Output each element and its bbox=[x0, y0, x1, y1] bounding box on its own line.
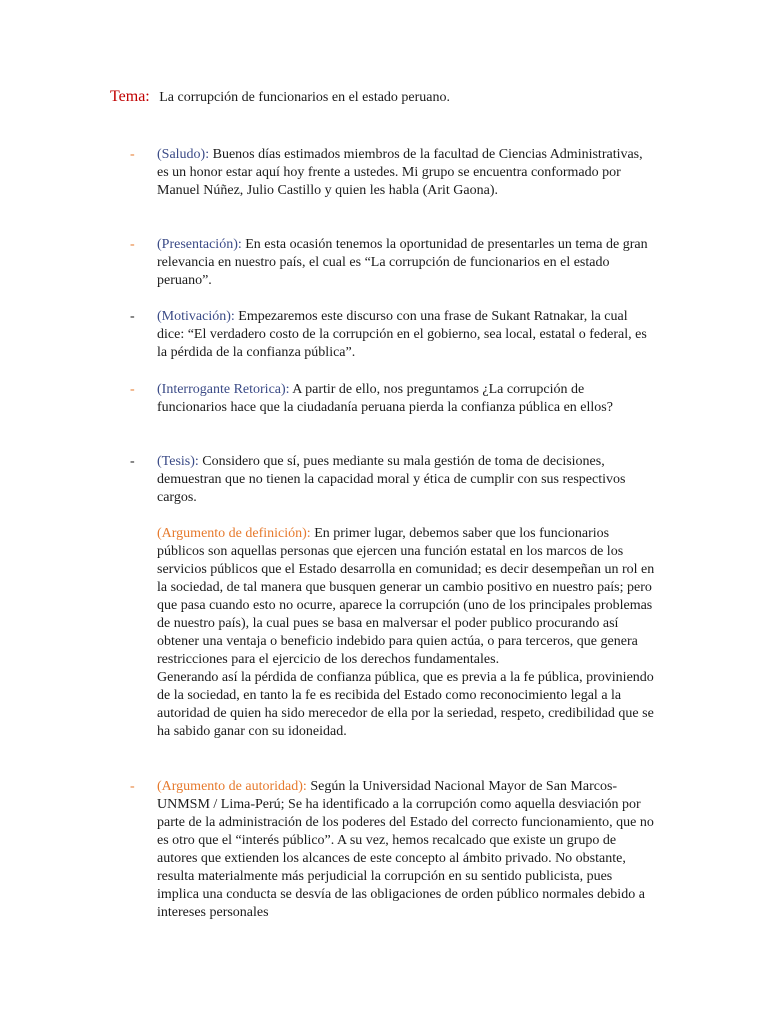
list-bullet: - bbox=[130, 309, 135, 324]
item-label: (Argumento de autoridad): bbox=[157, 779, 307, 794]
list-bullet: - bbox=[130, 779, 135, 794]
item-text: En esta ocasión tenemos la oportunidad de presentarles un tema de gran relevancia en nuestro país, el cual es “La corrupción de funcionarios en el estado peruano”. bbox=[157, 237, 648, 288]
item-label: (Saludo): bbox=[157, 147, 210, 162]
item-text: Empezaremos este discurso con una frase de Sukant Ratnakar, la cual dice: “El verdadero costo de la corrupción en el gobierno, sea local, estatal o federal, es la pérdida de la confianza pública”. bbox=[157, 309, 647, 360]
item-text: A partir de ello, nos preguntamos ¿La corrupción de funcionarios hace que la ciudadanía peruana pierda la confianza pública en ellos? bbox=[157, 382, 613, 415]
item-label: (Interrogante Retorica): bbox=[157, 382, 290, 397]
item-text: Considero que sí, pues mediante su mala gestión de toma de decisiones, demuestran que no tienen la capacidad moral y ética de cumplir con sus respectivos cargos. bbox=[157, 454, 626, 505]
item-text-continued: Generando así la pérdida de confianza pública, que es previa a la fe pública, proviniendo de la sociedad, en tanto la fe es recibida del Estado como reconocimiento legal a la autoridad de quien ha sido merecedor de ella por la seriedad, respeto, credibilidad que se ha sabido ganar con su idoneidad. bbox=[157, 670, 654, 739]
list-bullet: - bbox=[130, 147, 135, 162]
list-item-body bbox=[157, 236, 657, 290]
paragraph-body bbox=[157, 525, 657, 741]
item-text: En primer lugar, debemos saber que los funcionarios públicos son aquellas personas que ejercen una función estatal en los marcos de los servicios públicos que el Estado desarrolla en comunidad; es decir desempeñan un rol en la sociedad, de tal manera que busquen generar un cambio positivo en nuestro país; pero que pasa cuando esto no ocurre, aparece la corrupción (uno de los principales problemas de nuestro país), la cual pues se basa en malversar el poder publico procurando así obtener una ventaja o beneficio indebido para quien actúa, o para terceros, que genera restricciones para el ejercicio de los derechos fundamentales. bbox=[157, 526, 655, 667]
list-bullet: - bbox=[130, 382, 135, 397]
item-label: (Argumento de definición): bbox=[157, 526, 311, 541]
title-label: Tema: bbox=[110, 88, 150, 105]
list-item-body bbox=[157, 146, 657, 200]
document-title bbox=[110, 87, 450, 108]
item-label: (Presentación): bbox=[157, 237, 242, 252]
list-item-body bbox=[157, 778, 657, 922]
list-bullet: - bbox=[130, 454, 135, 469]
list-item-body bbox=[157, 453, 657, 507]
item-label: (Motivación): bbox=[157, 309, 235, 324]
item-text: Según la Universidad Nacional Mayor de San Marcos-UNMSM / Lima-Perú; Se ha identificado a la corrupción como aquella desviación por parte de la administración de los poderes del Estado del correcto funcionamiento, que no es otro que el “interés público”. A su vez, hemos recalcado que existe un grupo de autores que extienden los alcances de este concepto al ámbito privado. No obstante, resulta materialmente más perjudicial la corrupción en su sentido publicista, pues implica una conducta se desvía de las obligaciones de orden público normales debido a intereses personales bbox=[157, 779, 654, 920]
list-bullet: - bbox=[130, 237, 135, 252]
list-item-body bbox=[157, 308, 657, 362]
item-label: (Tesis): bbox=[157, 454, 199, 469]
list-item-body bbox=[157, 381, 657, 417]
item-text: Buenos días estimados miembros de la facultad de Ciencias Administrativas, es un honor estar aquí hoy frente a ustedes. Mi grupo se encuentra conformado por Manuel Núñez, Julio Castillo y quien les habla (Arit Gaona). bbox=[157, 147, 643, 198]
title-text: La corrupción de funcionarios en el estado peruano. bbox=[159, 90, 451, 105]
